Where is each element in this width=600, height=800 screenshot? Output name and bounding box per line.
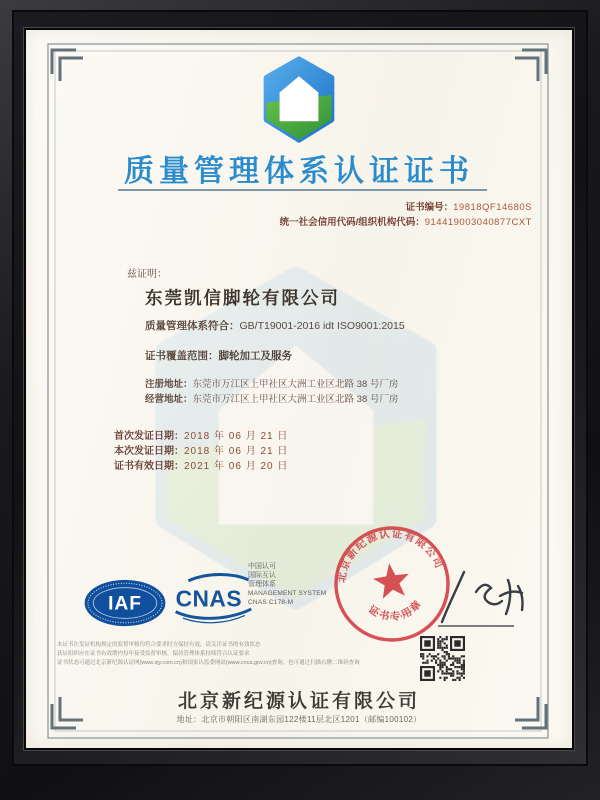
certificate-title: 质量管理体系认证证书 <box>124 155 474 188</box>
iaf-text: IAF <box>108 593 142 615</box>
scope-line: 证书覆盖范围：脚轮加工及服务 <box>145 350 292 362</box>
certificate-paper <box>26 30 572 748</box>
fine-print-line-1: 本证书在发证机构规定的监督审核均符合要求时方保持有效，请关注证书的有效状态 <box>57 642 261 648</box>
fine-print-line-3: 证书状态可通过北京新纪源认证网(www.xjy.com.cn)和国家认监委网站(www.cnca.gov.cn)查询、也可通过扫描右侧二维码查询 <box>57 660 360 666</box>
certifier-hexagon-logo <box>260 56 338 143</box>
expiry-date: 证书有效日期：2021 年 06 月 20 日 <box>114 461 289 472</box>
certificate-number-line: 证书编号：19818QF14680S <box>405 202 532 213</box>
fine-print-block <box>57 641 417 668</box>
cnas-logo-icon <box>172 570 254 628</box>
certified-company-name: 东莞凯信脚轮有限公司 <box>145 288 340 308</box>
credit-code-line: 统一社会信用代码/组织机构代码：914419003040877CXT <box>279 217 532 228</box>
cnas-caption-cn-1: 中国认可 <box>248 563 276 570</box>
issue-dates-block <box>114 429 288 474</box>
certificate-numbers <box>280 199 532 229</box>
issuer-address: 地址：北京市朝阳区南湖东园122楼11层北区1201（邮编100102） <box>176 715 422 724</box>
issuer-company-name: 北京新纪源认证有限公司 <box>177 691 420 712</box>
qr-code <box>420 636 465 681</box>
first-issue-date: 首次发证日期：2018 年 06 月 21 日 <box>114 431 289 442</box>
cnas-caption-en-2: CNAS C178-M <box>248 599 294 606</box>
iaf-logo-icon <box>82 578 168 628</box>
cnas-caption-cn-3: 管理体系 <box>248 581 276 588</box>
current-issue-date: 本次发证日期：2018 年 06 月 21 日 <box>114 446 289 457</box>
cnas-caption-block <box>248 562 326 607</box>
registered-address-line: 注册地址：东莞市万江区上甲社区大洲工业区北路 38 号厂房 <box>145 379 399 390</box>
standard-line: 质量管理体系符合：GB/T19001-2016 idt ISO9001:2015 <box>145 320 405 332</box>
certify-label: 兹证明： <box>127 269 167 280</box>
seal-ring-text: 北京新纪源认证有限公司 <box>335 527 446 584</box>
signature <box>434 566 544 632</box>
cnas-caption-en-1: MANAGEMENT SYSTEM <box>248 590 327 597</box>
svg-text:证书专用章 <box>365 596 427 627</box>
business-address-line: 经营地址：东莞市万江区上甲社区大洲工业区北路 38 号厂房 <box>145 394 399 405</box>
title-underline <box>118 189 487 191</box>
cnas-text: CNAS <box>175 585 242 612</box>
seal-bottom-text: 证书专用章 <box>366 597 426 624</box>
cnas-caption-cn-2: 国际互认 <box>248 572 276 579</box>
fine-print-line-2: 获证组织应在证书有效期内每年接受监督审核，保持管理体系持续符合认证要求 <box>57 651 250 657</box>
